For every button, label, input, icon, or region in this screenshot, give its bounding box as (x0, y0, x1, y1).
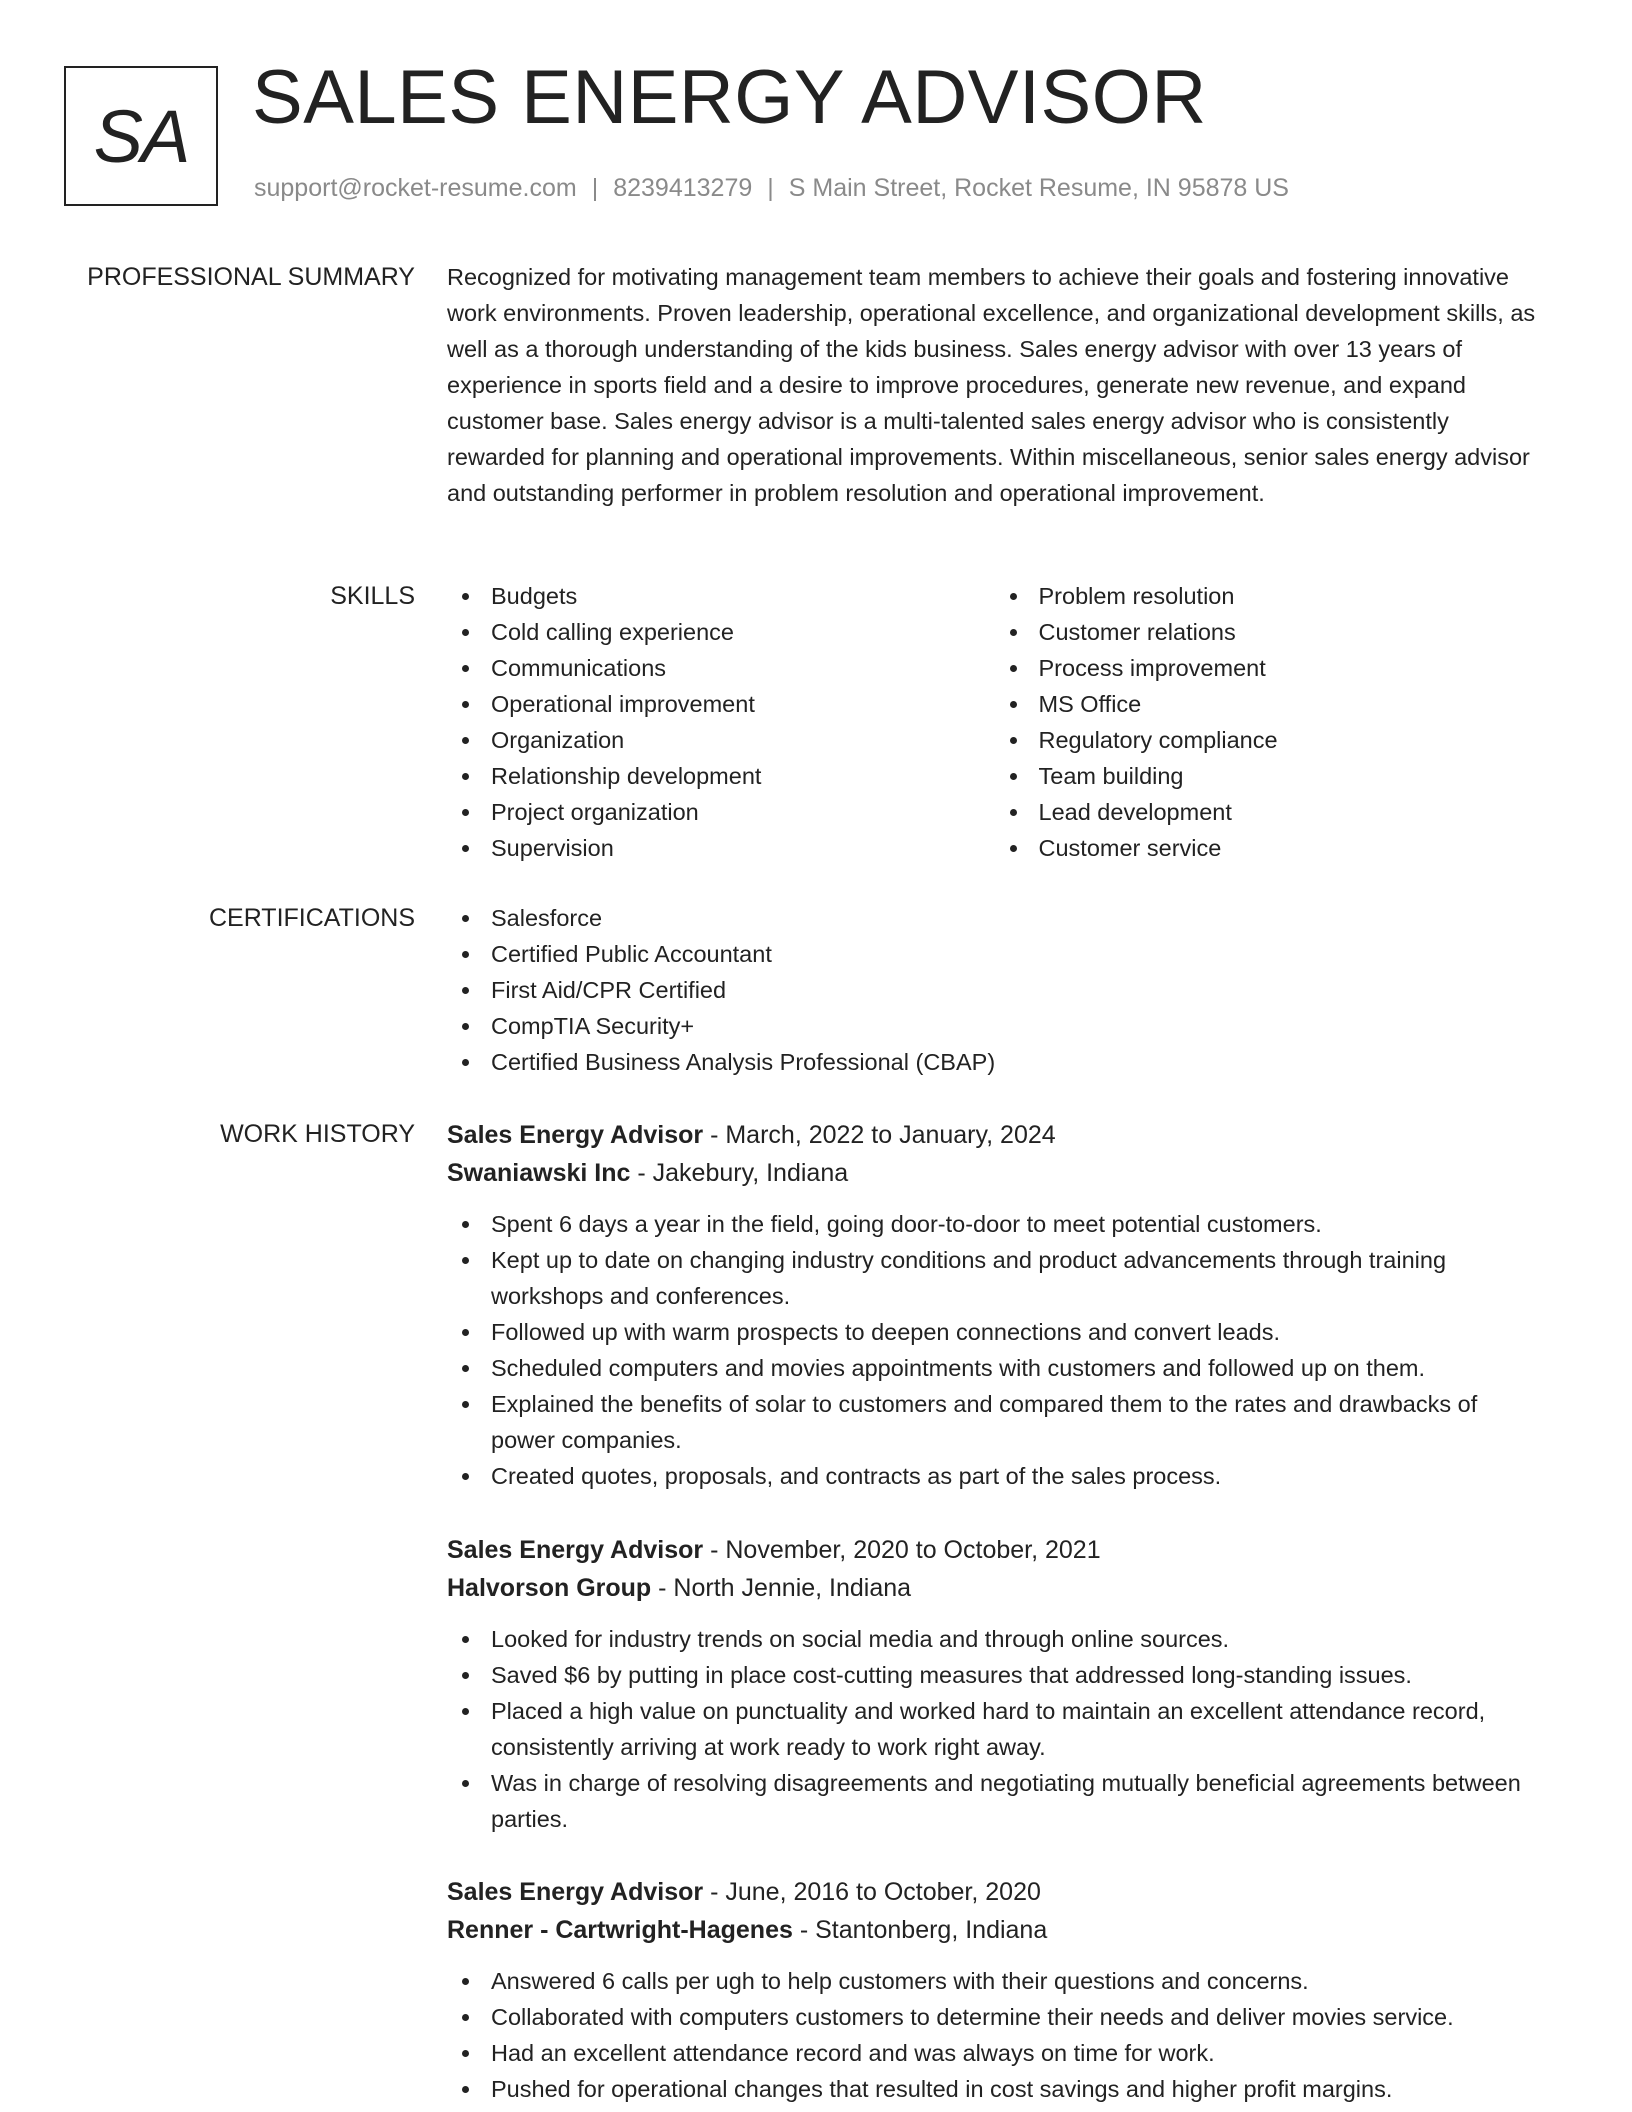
job-title-line (447, 1873, 1542, 1911)
summary-body (447, 259, 1542, 511)
job-title: Sales Energy Advisor (447, 1536, 704, 1564)
skill-item: Supervision (447, 830, 995, 866)
job-company: Halvorson Group (447, 1574, 652, 1602)
job-location: - North Jennie, Indiana (651, 1574, 912, 1602)
skill-item: Cold calling experience (447, 614, 995, 650)
job-bullet: Was in charge of resolving disagreements and negotiating mutually beneficial agreements between parties. (447, 1765, 1542, 1837)
certifications-label: CERTIFICATIONS (208, 904, 415, 932)
skill-item: Regulatory compliance (995, 722, 1543, 758)
job-bullet: Created quotes, proposals, and contracts as part of the sales process. (447, 1458, 1542, 1494)
skills-grid (447, 578, 1542, 866)
job-title: Sales Energy Advisor (447, 1878, 704, 1906)
skill-item: Customer service (995, 830, 1543, 866)
skills-body (447, 578, 1542, 866)
job-bullet-list (447, 1621, 1542, 1837)
summary-label: PROFESSIONAL SUMMARY (87, 263, 415, 291)
job-bullet: Saved $6 by putting in place cost-cutting measures that addressed long-standing issues. (447, 1657, 1542, 1693)
contact-address: S Main Street, Rocket Resume, IN 95878 US (788, 174, 1289, 202)
candidate-name: SALES ENERGY ADVISOR (252, 55, 1207, 140)
skill-item: Relationship development (447, 758, 995, 794)
job-bullet: Answered 6 calls per ugh to help customers with their questions and concerns. (447, 1963, 1542, 1999)
job-bullet: Pushed for operational changes that resulted in cost savings and higher profit margins. (447, 2071, 1542, 2107)
work-history-label: WORK HISTORY (220, 1120, 415, 1148)
initials-monogram (64, 66, 218, 206)
job-location: - Stantonberg, Indiana (792, 1916, 1048, 1944)
skill-item: Process improvement (995, 650, 1543, 686)
job-company-line (447, 1569, 1542, 1607)
certifications-body (447, 900, 1542, 1080)
job-title-line (447, 1116, 1542, 1154)
job-entry (447, 1116, 1542, 1494)
job-company-line (447, 1154, 1542, 1192)
job-title-line (447, 1531, 1542, 1569)
summary-text: Recognized for motivating management team members to achieve their goals and fostering innovative work environments. Proven leadership, operational excellence, and organizational development skills, as well as a thorough understanding of the kids business. Sales energy advisor with over 13 years of experience in sports field and a desire to improve procedures, generate new revenue, and expand customer base. Sales energy advisor is a multi-talented sales energy advisor who is consistently rewarded for planning and operational improvements. Within miscellaneous, senior sales energy advisor and outstanding performer in problem resolution and operational improvement. (447, 264, 1536, 506)
skill-item: Lead development (995, 794, 1543, 830)
skill-item: Customer relations (995, 614, 1543, 650)
skills-list-left (447, 578, 995, 866)
job-dates: - March, 2022 to January, 2024 (703, 1121, 1056, 1149)
initials-text: SA (93, 95, 189, 178)
contact-separator: | (591, 174, 599, 202)
job-bullet: Had an excellent attendance record and was always on time for work. (447, 2035, 1542, 2071)
contact-email: support@rocket-resume.com (254, 174, 577, 202)
skill-item: Team building (995, 758, 1543, 794)
job-bullet: Followed up with warm prospects to deepen connections and convert leads. (447, 1314, 1542, 1350)
contact-separator: | (767, 174, 774, 202)
job-bullet: Kept up to date on changing industry conditions and product advancements through training workshops and conferences. (447, 1242, 1542, 1314)
certification-item: First Aid/CPR Certified (447, 972, 1542, 1008)
certification-item: Salesforce (447, 900, 1542, 936)
job-bullet: Collaborated with computers customers to determine their needs and deliver movies service. (447, 1999, 1542, 2035)
skill-item: MS Office (995, 686, 1543, 722)
contact-line (254, 176, 1289, 201)
certification-item: Certified Public Accountant (447, 936, 1542, 972)
job-title: Sales Energy Advisor (447, 1121, 704, 1149)
job-dates: - November, 2020 to October, 2021 (703, 1536, 1101, 1564)
skills-list-right (995, 578, 1543, 866)
job-bullet: Scheduled computers and movies appointments with customers and followed up on them. (447, 1350, 1542, 1386)
job-bullet-list (447, 1206, 1542, 1494)
skills-label: SKILLS (330, 582, 415, 610)
job-bullet-list (447, 1963, 1542, 2107)
job-bullet: Placed a high value on punctuality and worked hard to maintain an excellent attendance record, consistently arriving at work ready to work right away. (447, 1693, 1542, 1765)
contact-phone: 8239413279 (613, 174, 753, 202)
job-bullet: Looked for industry trends on social media and through online sources. (447, 1621, 1542, 1657)
job-bullet: Spent 6 days a year in the field, going door-to-door to meet potential customers. (447, 1206, 1542, 1242)
job-dates: - June, 2016 to October, 2020 (703, 1878, 1041, 1906)
job-entry (447, 1873, 1542, 2107)
skill-item: Operational improvement (447, 686, 995, 722)
skill-item: Budgets (447, 578, 995, 614)
certification-item: CompTIA Security+ (447, 1008, 1542, 1044)
skill-item: Problem resolution (995, 578, 1543, 614)
certification-item: Certified Business Analysis Professional (CBAP) (447, 1044, 1542, 1080)
skill-item: Communications (447, 650, 995, 686)
certifications-list (447, 900, 1542, 1080)
job-bullet: Explained the benefits of solar to customers and compared them to the rates and drawbacks of power companies. (447, 1386, 1542, 1458)
job-location: - Jakebury, Indiana (630, 1159, 849, 1187)
skill-item: Project organization (447, 794, 995, 830)
job-company-line (447, 1911, 1542, 1949)
skill-item: Organization (447, 722, 995, 758)
job-company: Swaniawski Inc (447, 1159, 631, 1187)
job-entry (447, 1531, 1542, 1837)
job-company: Renner - Cartwright-Hagenes (447, 1916, 793, 1944)
